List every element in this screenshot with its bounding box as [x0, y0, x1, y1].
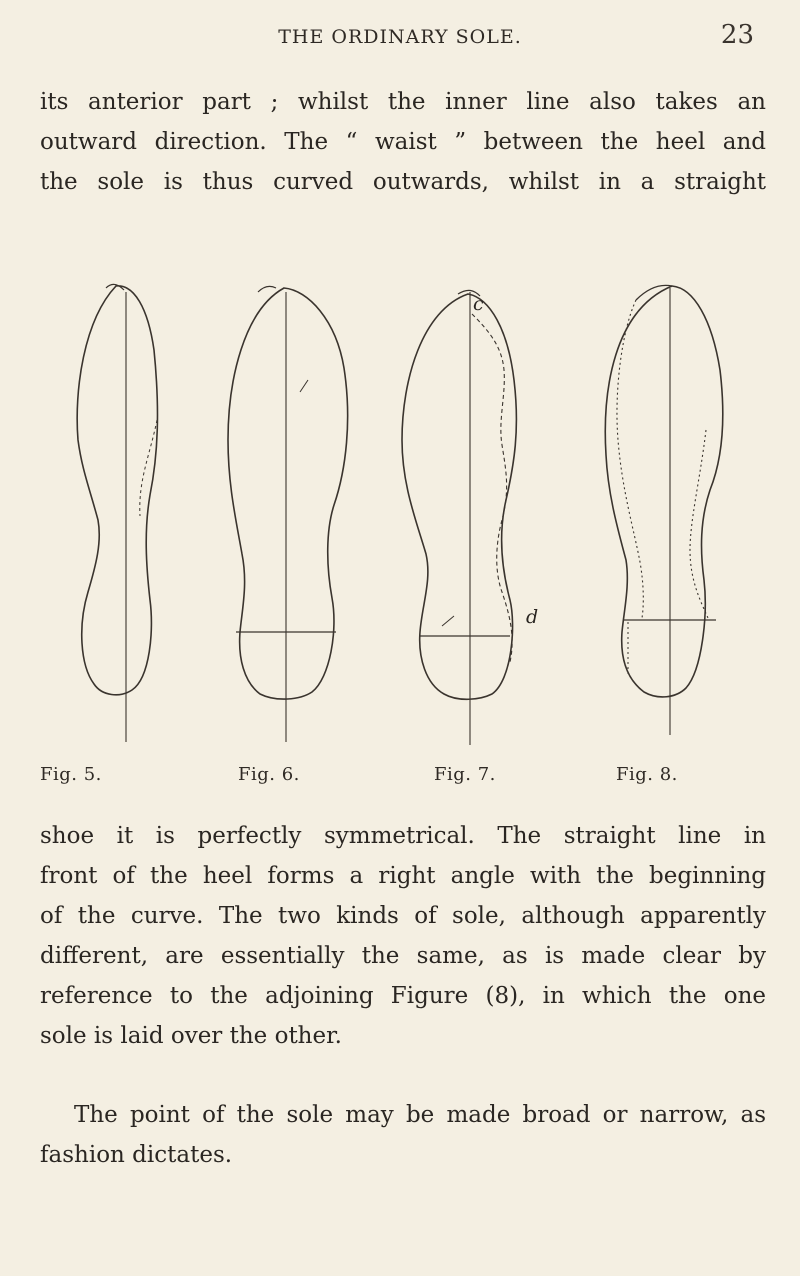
figure-7-caption: Fig. 7. [434, 764, 496, 785]
figure-8-sole [605, 285, 722, 735]
text-line: fashion dictates. [40, 1142, 233, 1168]
sole-figures [40, 280, 766, 750]
text-line: front of the heel forms a right angle with the beginning [40, 863, 766, 889]
figure-6-caption: Fig. 6. [238, 764, 300, 785]
paragraph-intro [40, 82, 766, 202]
figure-7-sole [402, 290, 516, 745]
figure-8-caption: Fig. 8. [616, 764, 678, 785]
text-line: reference to the adjoining Figure (8), in which the one [40, 983, 766, 1009]
text-line: The point of the sole may be made broad or narrow, as [74, 1102, 766, 1128]
page-number: 23 [720, 20, 754, 50]
text-line: of the curve. The two kinds of sole, although apparently [40, 903, 766, 929]
figure-6-sole [228, 286, 348, 742]
figure-7-label-c: c [473, 293, 484, 315]
running-title: THE ORDINARY SOLE. [278, 26, 522, 48]
paragraph-symmetry [40, 816, 766, 1056]
text-line: its anterior part ; whilst the inner line also takes an [40, 89, 766, 115]
text-line: sole is laid over the other. [40, 1023, 342, 1049]
figure-7-label-d: d [526, 606, 539, 628]
text-line: different, are essentially the same, as is made clear by [40, 943, 766, 969]
paragraph-point [40, 1095, 766, 1175]
figure-5-sole [77, 284, 157, 742]
text-line: the sole is thus curved outwards, whilst in a straight [40, 169, 766, 195]
text-line: shoe it is perfectly symmetrical. The straight line in [40, 823, 766, 849]
text-line: outward direction. The “ waist ” between the heel and [40, 129, 766, 155]
figure-5-caption: Fig. 5. [40, 764, 102, 785]
